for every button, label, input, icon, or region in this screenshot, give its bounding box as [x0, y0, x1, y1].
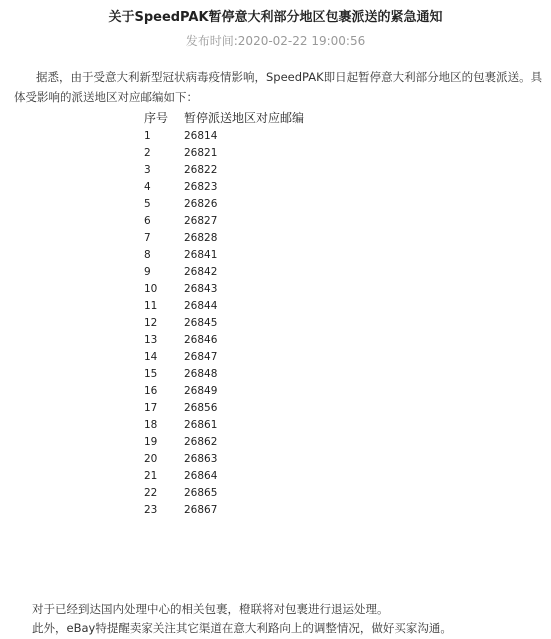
row-postal-code: 26846 [184, 333, 218, 346]
footer-notes [32, 600, 542, 638]
row-seq: 23 [144, 503, 158, 516]
table-row [144, 178, 364, 195]
notice-title: 关于SpeedPAK暂停意大利部分地区包裹派送的紧急通知 [108, 10, 443, 25]
row-postal-code: 26856 [184, 401, 218, 414]
row-postal-code: 26847 [184, 350, 218, 363]
intro-paragraph [14, 67, 544, 107]
row-seq: 21 [144, 469, 158, 482]
table-row [144, 382, 364, 399]
row-seq: 9 [144, 265, 151, 278]
row-seq: 16 [144, 384, 158, 397]
table-header-row [144, 107, 364, 127]
table-row [144, 450, 364, 467]
table-row [144, 144, 364, 161]
row-postal-code: 26822 [184, 163, 218, 176]
table-row [144, 161, 364, 178]
row-seq: 15 [144, 367, 158, 380]
row-seq: 11 [144, 299, 158, 312]
table-row [144, 331, 364, 348]
row-postal-code: 26848 [184, 367, 218, 380]
row-postal-code: 26814 [184, 129, 218, 142]
row-seq: 7 [144, 231, 151, 244]
table-body [144, 127, 364, 518]
footer-line-return: 对于已经到达国内处理中心的相关包裹，橙联将对包裹进行退运处理。 [32, 602, 389, 616]
row-postal-code: 26823 [184, 180, 218, 193]
row-seq: 14 [144, 350, 158, 363]
table-row [144, 416, 364, 433]
table-row [144, 501, 364, 518]
row-postal-code: 26844 [184, 299, 218, 312]
table-row [144, 195, 364, 212]
table-row [144, 263, 364, 280]
row-seq: 5 [144, 197, 151, 210]
row-postal-code: 26861 [184, 418, 218, 431]
row-seq: 17 [144, 401, 158, 414]
row-seq: 3 [144, 163, 151, 176]
row-seq: 1 [144, 129, 151, 142]
row-seq: 10 [144, 282, 158, 295]
row-postal-code: 26864 [184, 469, 218, 482]
row-postal-code: 26865 [184, 486, 218, 499]
row-postal-code: 26862 [184, 435, 218, 448]
row-seq: 18 [144, 418, 158, 431]
row-postal-code: 26863 [184, 452, 218, 465]
footer-line-ebay: 此外，eBay特提醒卖家关注其它渠道在意大利路向上的调整情况，做好买家沟通。 [32, 621, 452, 635]
row-postal-code: 26827 [184, 214, 218, 227]
row-postal-code: 26828 [184, 231, 218, 244]
row-postal-code: 26821 [184, 146, 218, 159]
row-seq: 19 [144, 435, 158, 448]
table-row [144, 314, 364, 331]
row-postal-code: 26826 [184, 197, 218, 210]
row-seq: 6 [144, 214, 151, 227]
table-row [144, 399, 364, 416]
row-postal-code: 26842 [184, 265, 218, 278]
table-row [144, 348, 364, 365]
row-seq: 8 [144, 248, 151, 261]
table-row [144, 484, 364, 501]
row-seq: 20 [144, 452, 158, 465]
table-row [144, 365, 364, 382]
row-seq: 12 [144, 316, 158, 329]
table-row [144, 467, 364, 484]
table-row [144, 246, 364, 263]
publish-time: 发布时间:2020-02-22 19:00:56 [185, 34, 366, 48]
row-postal-code: 26845 [184, 316, 218, 329]
row-postal-code: 26849 [184, 384, 218, 397]
intro-text: 据悉，由于受意大利新型冠状病毒疫情影响，SpeedPAK即日起暂停意大利部分地区的包裹派送。具体受影响的派送地区对应邮编如下： [14, 70, 543, 104]
postal-code-table [144, 107, 364, 518]
row-seq: 4 [144, 180, 151, 193]
header-postal-code: 暂停派送地区对应邮编 [184, 110, 305, 125]
row-seq: 13 [144, 333, 158, 346]
row-postal-code: 26867 [184, 503, 218, 516]
table-row [144, 212, 364, 229]
table-row [144, 433, 364, 450]
row-seq: 2 [144, 146, 151, 159]
row-seq: 22 [144, 486, 158, 499]
table-row [144, 297, 364, 314]
header-seq: 序号 [144, 110, 169, 125]
row-postal-code: 26841 [184, 248, 218, 261]
table-row [144, 127, 364, 144]
table-row [144, 280, 364, 297]
table-row [144, 229, 364, 246]
row-postal-code: 26843 [184, 282, 218, 295]
